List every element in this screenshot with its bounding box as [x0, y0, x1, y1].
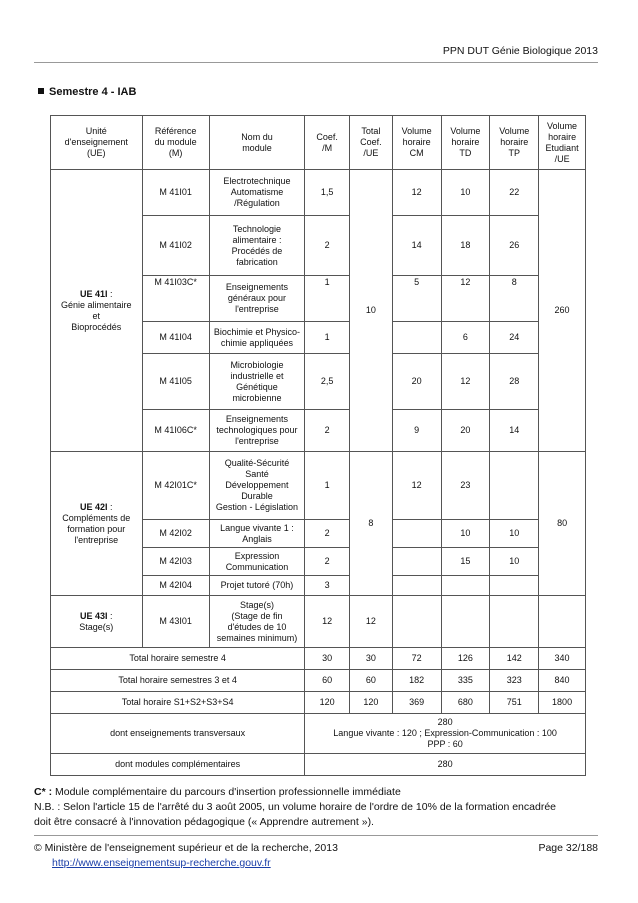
module-ref: M 42I03 [142, 548, 209, 576]
header-unite: Unité d'enseignement (UE) [51, 116, 143, 170]
total-cm: 369 [392, 692, 441, 714]
ue-42i-cell: UE 42I : Compléments de formation pour l'entreprise [51, 452, 143, 596]
module-td: 6 [441, 322, 490, 354]
total-total-coef: 120 [350, 692, 393, 714]
module-tp: 10 [490, 520, 539, 548]
module-coef: 1,5 [305, 170, 350, 216]
module-coef: 1 [305, 452, 350, 520]
module-name: Enseignements généraux pour l'entreprise [209, 276, 305, 322]
module-name: Stage(s) (Stage de fin d'études de 10 semaines minimum) [209, 596, 305, 648]
module-td: 12 [441, 354, 490, 410]
module-name: Biochimie et Physico- chimie appliquées [209, 322, 305, 354]
total-etudiant: 840 [539, 670, 586, 692]
module-coef: 2 [305, 548, 350, 576]
module-ref: M 43I01 [142, 596, 209, 648]
ue-41i-volume-etudiant: 260 [539, 170, 586, 452]
module-cm: 14 [392, 216, 441, 276]
header-coef: Coef. /M [305, 116, 350, 170]
total-td: 680 [441, 692, 490, 714]
total-total-coef: 60 [350, 670, 393, 692]
header-tp: Volume horaire TP [490, 116, 539, 170]
module-coef: 2 [305, 216, 350, 276]
module-cm: 9 [392, 410, 441, 452]
module-coef: 2,5 [305, 354, 350, 410]
module-td: 15 [441, 548, 490, 576]
ue-42i-total-coef: 8 [350, 452, 393, 596]
ue-41i-total-coef: 10 [350, 170, 393, 452]
transversal-row [51, 714, 586, 754]
semester-table [50, 115, 586, 776]
module-td: 23 [441, 452, 490, 520]
module-tp: 26 [490, 216, 539, 276]
total-td: 335 [441, 670, 490, 692]
total-tp: 323 [490, 670, 539, 692]
page-number: Page 32/188 [538, 842, 598, 854]
header-cm: Volume horaire CM [392, 116, 441, 170]
c-star-note: C* : Module complémentaire du parcours d'insertion professionnelle immédiate [34, 786, 401, 798]
module-ref: M 41I05 [142, 354, 209, 410]
total-td: 126 [441, 648, 490, 670]
module-coef: 2 [305, 520, 350, 548]
total-label: Total horaire semestre 4 [51, 648, 305, 670]
module-coef: 1 [305, 276, 350, 322]
module-td: 18 [441, 216, 490, 276]
module-name: Enseignements technologiques pour l'entreprise [209, 410, 305, 452]
module-cm [392, 548, 441, 576]
module-tp: 14 [490, 410, 539, 452]
footer-copyright: © Ministère de l'enseignement supérieur et de la recherche, 2013 [34, 842, 338, 854]
header-td: Volume horaire TD [441, 116, 490, 170]
module-cm: 12 [392, 452, 441, 520]
total-row [51, 648, 586, 670]
header-divider [34, 62, 598, 63]
module-cm [392, 576, 441, 596]
module-ref: M 41I06C* [142, 410, 209, 452]
transversal-value: 280 Langue vivante : 120 ; Expression-Communication : 100 PPP : 60 [305, 714, 586, 754]
module-tp: 10 [490, 548, 539, 576]
ue-43i-total-coef: 12 [350, 596, 393, 648]
complementaires-label: dont modules complémentaires [51, 754, 305, 776]
table-row [51, 596, 586, 648]
module-ref: M 42I02 [142, 520, 209, 548]
module-tp: 28 [490, 354, 539, 410]
module-tp [490, 576, 539, 596]
header-reference: Référence du module (M) [142, 116, 209, 170]
empty-cell [392, 596, 441, 648]
total-etudiant: 1800 [539, 692, 586, 714]
module-tp: 8 [490, 276, 539, 322]
module-ref: M 41I03C* [142, 276, 209, 322]
ue-41i-cell: UE 41I : Génie alimentaire et Bioprocédés [51, 170, 143, 452]
module-ref: M 41I04 [142, 322, 209, 354]
total-tp: 751 [490, 692, 539, 714]
module-name: Electrotechnique Automatisme /Régulation [209, 170, 305, 216]
square-bullet-icon [38, 88, 44, 94]
table-header-row [51, 116, 586, 170]
module-name: Qualité-Sécurité Santé Développement Durable Gestion - Législation [209, 452, 305, 520]
header-etudiant: Volume horaire Etudiant /UE [539, 116, 586, 170]
empty-cell [441, 596, 490, 648]
module-cm [392, 520, 441, 548]
section-title [38, 86, 136, 98]
ue-42i-volume-etudiant: 80 [539, 452, 586, 596]
module-tp: 24 [490, 322, 539, 354]
module-coef: 2 [305, 410, 350, 452]
complementaires-value: 280 [305, 754, 586, 776]
module-coef: 3 [305, 576, 350, 596]
total-cm: 182 [392, 670, 441, 692]
total-total-coef: 30 [350, 648, 393, 670]
module-ref: M 42I01C* [142, 452, 209, 520]
header-total-coef: Total Coef. /UE [350, 116, 393, 170]
module-coef: 1 [305, 322, 350, 354]
module-td: 10 [441, 170, 490, 216]
page-header: PPN DUT Génie Biologique 2013 [442, 45, 598, 57]
module-td: 12 [441, 276, 490, 322]
module-td: 20 [441, 410, 490, 452]
module-td: 10 [441, 520, 490, 548]
header-nom: Nom du module [209, 116, 305, 170]
module-cm: 20 [392, 354, 441, 410]
section-title-text: Semestre 4 - IAB [49, 86, 137, 98]
module-ref: M 41I01 [142, 170, 209, 216]
total-cm: 72 [392, 648, 441, 670]
empty-cell [490, 596, 539, 648]
total-tp: 142 [490, 648, 539, 670]
total-label: Total horaire S1+S2+S3+S4 [51, 692, 305, 714]
module-name: Projet tutoré (70h) [209, 576, 305, 596]
complementaires-row [51, 754, 586, 776]
module-name: Technologie alimentaire : Procédés de fabrication [209, 216, 305, 276]
module-tp: 22 [490, 170, 539, 216]
module-td [441, 576, 490, 596]
ministry-link[interactable]: http://www.enseignementsup-recherche.gouv.fr [52, 857, 271, 869]
ue-43i-cell: UE 43I : Stage(s) [51, 596, 143, 648]
module-cm [392, 322, 441, 354]
module-name: Langue vivante 1 : Anglais [209, 520, 305, 548]
empty-cell [539, 596, 586, 648]
nb-note: N.B. : Selon l'article 15 de l'arrêté du 3 août 2005, un volume horaire de l'ordre de 10% de la formation encadrée doit être consacré à l'innovation pédagogique (« Apprendre autrement »). [34, 801, 556, 828]
total-row [51, 692, 586, 714]
module-name: Expression Communication [209, 548, 305, 576]
table-row [51, 452, 586, 520]
total-etudiant: 340 [539, 648, 586, 670]
module-name: Microbiologie industrielle et Génétique microbienne [209, 354, 305, 410]
table-row [51, 170, 586, 216]
total-coef: 60 [305, 670, 350, 692]
module-cm: 5 [392, 276, 441, 322]
module-ref: M 42I04 [142, 576, 209, 596]
total-coef: 30 [305, 648, 350, 670]
total-label: Total horaire semestres 3 et 4 [51, 670, 305, 692]
footer-divider [34, 835, 598, 836]
module-ref: M 41I02 [142, 216, 209, 276]
total-row [51, 670, 586, 692]
module-coef: 12 [305, 596, 350, 648]
transversal-label: dont enseignements transversaux [51, 714, 305, 754]
total-coef: 120 [305, 692, 350, 714]
module-tp [490, 452, 539, 520]
module-cm: 12 [392, 170, 441, 216]
